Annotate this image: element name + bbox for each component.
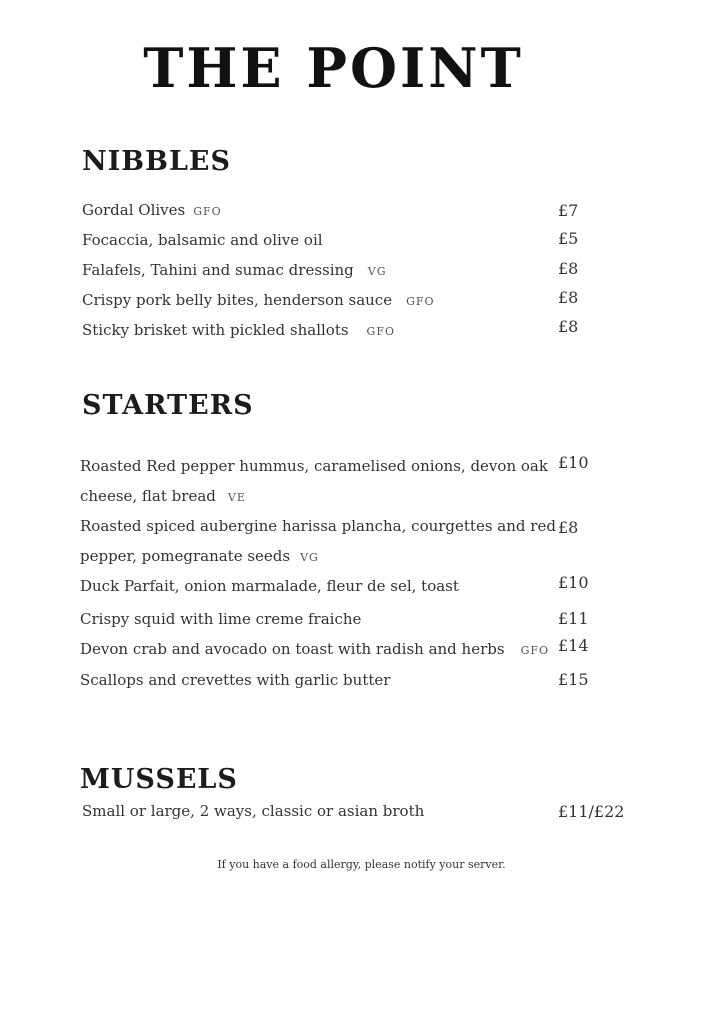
item-price: £10	[558, 453, 589, 472]
item-price: £15	[558, 670, 589, 689]
menu-item	[82, 255, 387, 287]
menu-item	[80, 451, 548, 482]
item-name: Sticky brisket with pickled shallots	[82, 321, 349, 339]
dietary-tag: VE	[227, 491, 246, 504]
item-price: £11/£22	[558, 802, 625, 821]
dietary-tag: GFO	[366, 325, 395, 338]
menu-item	[82, 285, 435, 317]
dietary-tag: GFO	[406, 295, 435, 308]
item-name: Focaccia, balsamic and olive oil	[82, 231, 323, 249]
menu-item	[80, 604, 361, 635]
menu-item	[82, 796, 424, 827]
menu-item	[80, 665, 390, 696]
section-heading-starters: STARTERS	[82, 390, 254, 421]
dietary-tag: GFO	[193, 205, 222, 218]
menu-item	[80, 571, 459, 602]
menu-item-continued	[80, 541, 319, 573]
item-name: Falafels, Tahini and sumac dressing	[82, 261, 354, 279]
item-price: £10	[558, 573, 589, 592]
menu-item	[82, 315, 395, 347]
menu-title: THE POINT	[143, 36, 524, 100]
menu-item	[82, 225, 323, 256]
item-price: £8	[558, 288, 579, 307]
item-name: Crispy pork belly bites, henderson sauce	[82, 291, 393, 309]
item-name: Crispy squid with lime creme fraiche	[80, 610, 362, 628]
item-name-line2: cheese, flat bread	[80, 487, 216, 505]
menu-item	[82, 195, 222, 227]
dietary-tag: GFO	[520, 644, 549, 657]
item-name: Duck Parfait, onion marmalade, fleur de sel, toast	[80, 577, 459, 595]
section-heading-nibbles: NIBBLES	[82, 146, 232, 177]
menu-item-continued	[80, 481, 246, 513]
item-name-line1: Roasted Red pepper hummus, caramelised onions, devon oak	[80, 457, 548, 475]
item-name: Devon crab and avocado on toast with radish and herbs	[80, 640, 505, 658]
item-price: £8	[558, 259, 579, 278]
item-name: Scallops and crevettes with garlic butter	[80, 671, 391, 689]
item-price: £14	[558, 636, 589, 655]
menu-item	[80, 511, 556, 542]
item-name: Gordal Olives	[82, 201, 186, 219]
item-price: £7	[558, 201, 579, 220]
item-name: Small or large, 2 ways, classic or asian broth	[82, 802, 425, 820]
item-price: £5	[558, 229, 579, 248]
item-name-line1: Roasted spiced aubergine harissa plancha, courgettes and red	[80, 517, 556, 535]
dietary-tag: VG	[300, 551, 319, 564]
allergy-notice: If you have a food allergy, please notify your server.	[217, 858, 506, 871]
dietary-tag: VG	[367, 265, 387, 278]
item-name-line2: pepper, pomegranate seeds	[80, 547, 291, 565]
menu-item	[80, 634, 549, 666]
section-heading-mussels: MUSSELS	[80, 764, 238, 795]
item-price: £8	[558, 518, 579, 537]
item-price: £8	[558, 317, 579, 336]
item-price: £11	[558, 609, 589, 628]
